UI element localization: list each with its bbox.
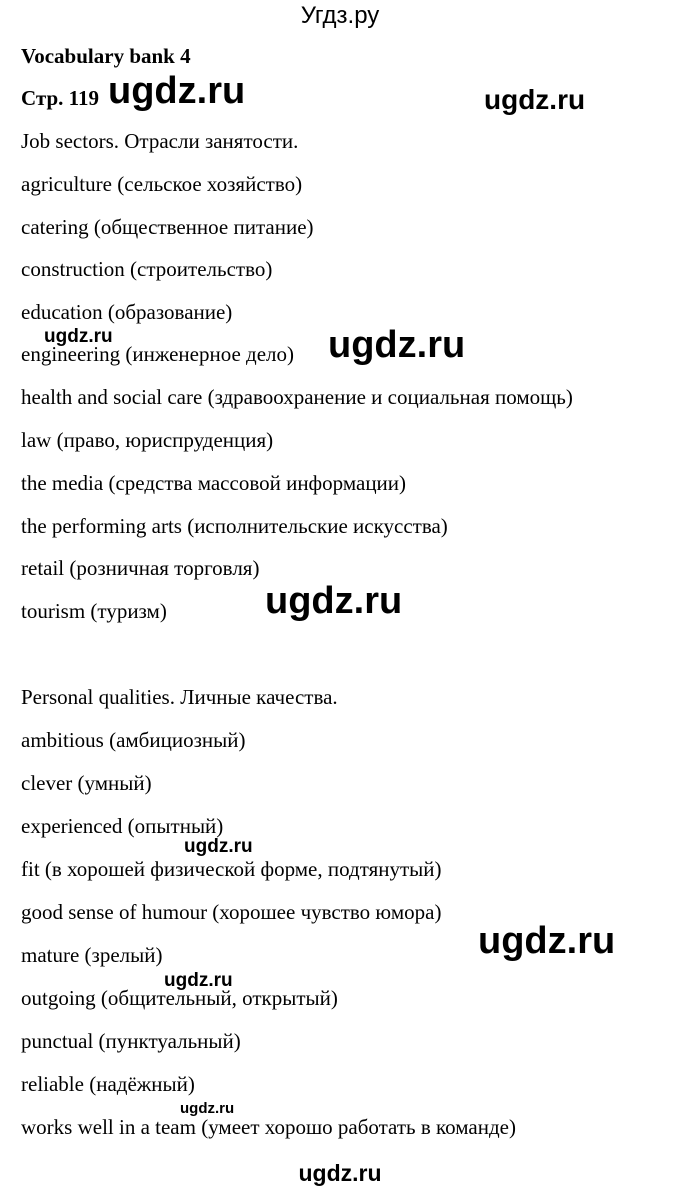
site-header: Угдз.ру bbox=[300, 2, 380, 29]
list-item: the media (средства массовой информации) bbox=[21, 471, 407, 495]
list-item: construction (строительство) bbox=[21, 257, 273, 281]
list-item: clever (умный) bbox=[21, 771, 152, 795]
list-item: tourism (туризм) bbox=[21, 599, 167, 623]
watermark: ugdz.ru bbox=[478, 920, 616, 962]
list-item: ambitious (амбициозный) bbox=[21, 728, 246, 752]
section-heading-job-sectors: Job sectors. Отрасли занятости. bbox=[21, 129, 299, 153]
watermark: ugdz.ru bbox=[108, 70, 246, 112]
section-heading-personal-qualities: Personal qualities. Личные качества. bbox=[21, 685, 338, 709]
list-item: agriculture (сельское хозяйство) bbox=[21, 172, 303, 196]
watermark: ugdz.ru bbox=[265, 580, 403, 622]
page-reference: Стр. 119 bbox=[21, 86, 99, 110]
list-item: engineering (инженерное дело) bbox=[21, 342, 294, 366]
list-item: catering (общественное питание) bbox=[21, 215, 314, 239]
list-item: education (образование) bbox=[21, 300, 233, 324]
list-item: works well in a team (умеет хорошо работать в команде) bbox=[21, 1115, 516, 1139]
list-item: law (право, юриспруденция) bbox=[21, 428, 274, 452]
list-item: mature (зрелый) bbox=[21, 943, 163, 967]
list-item: punctual (пунктуальный) bbox=[21, 1029, 241, 1053]
list-item: health and social care (здравоохранение и социальная помощь) bbox=[21, 385, 573, 409]
document-title: Vocabulary bank 4 bbox=[21, 44, 191, 68]
list-item: the performing arts (исполнительские искусства) bbox=[21, 514, 448, 538]
footer-watermark: ugdz.ru bbox=[298, 1160, 382, 1186]
list-item: retail (розничная торговля) bbox=[21, 556, 260, 580]
watermark: ugdz.ru bbox=[328, 324, 466, 366]
list-item: experienced (опытный) bbox=[21, 814, 224, 838]
list-item: reliable (надёжный) bbox=[21, 1072, 195, 1096]
watermark: ugdz.ru bbox=[44, 326, 113, 347]
list-item: outgoing (общительный, открытый) bbox=[21, 986, 338, 1010]
watermark: ugdz.ru bbox=[184, 836, 253, 857]
list-item: good sense of humour (хорошее чувство юмора) bbox=[21, 900, 442, 924]
watermark: ugdz.ru bbox=[164, 970, 233, 991]
watermark: ugdz.ru bbox=[180, 1100, 235, 1117]
watermark: ugdz.ru bbox=[484, 84, 586, 115]
list-item: fit (в хорошей физической форме, подтянутый) bbox=[21, 857, 442, 881]
